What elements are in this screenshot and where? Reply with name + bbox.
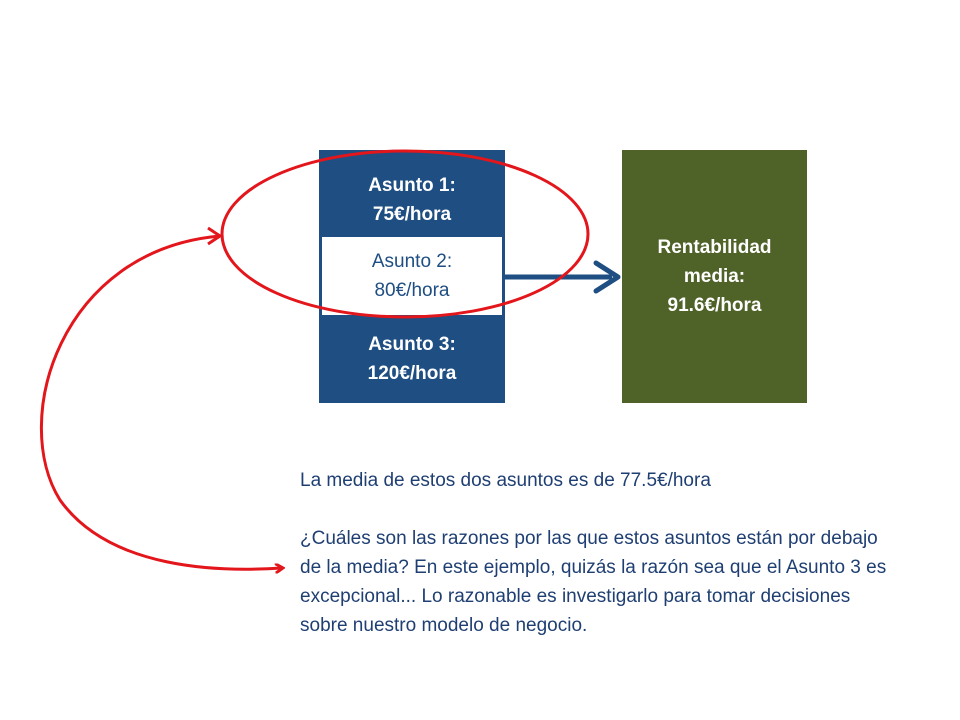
asunto-3-label: Asunto 3: bbox=[368, 334, 456, 355]
question-text: ¿Cuáles son las razones por las que estos asuntos están por debajo de la media? En este ejemplo, quizás la razón sea que el Asunto 3 es excepcional... Lo razonable es investigarlo para tomar decisiones sobre nuestro modelo de negocio. bbox=[300, 528, 887, 636]
asunto-2-label: Asunto 2: bbox=[371, 251, 453, 272]
asunto-3-value: 120€/hora bbox=[367, 363, 457, 384]
average-line-2: media: bbox=[683, 266, 746, 287]
average-line-1: Rentabilidad bbox=[657, 237, 772, 258]
asunto-2-value: 80€/hora bbox=[374, 280, 450, 301]
highlight-ellipse bbox=[222, 151, 588, 317]
asunto-1-value: 75€/hora bbox=[372, 204, 452, 225]
link-curve-arrow bbox=[41, 236, 282, 569]
average-line-3: 91.6€/hora bbox=[667, 295, 762, 316]
asunto-1-label: Asunto 1: bbox=[368, 175, 456, 196]
headline-text: La media de estos dos asuntos es de 77.5€/hora bbox=[300, 470, 711, 491]
